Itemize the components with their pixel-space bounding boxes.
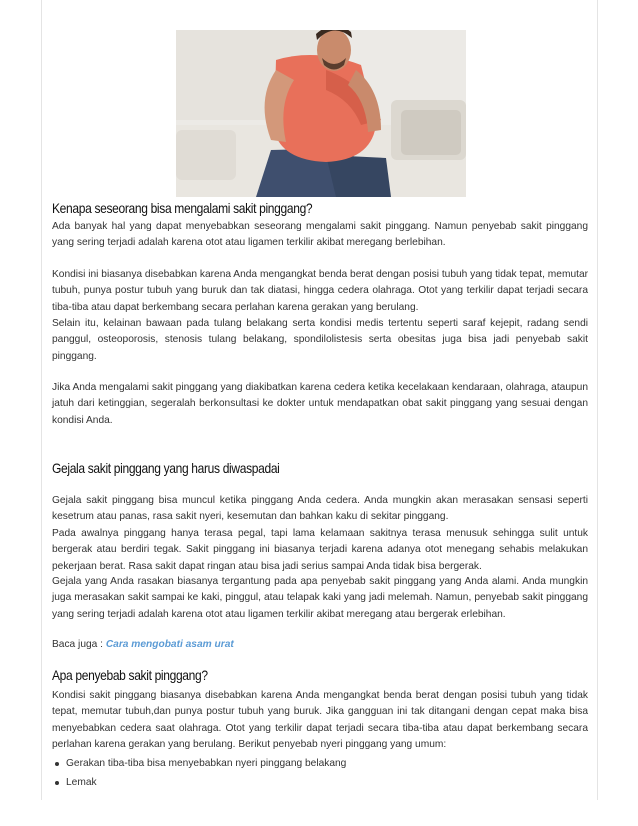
paragraph: Jika Anda mengalami sakit pinggang yang diakibatkan karena cedera ketika kecelakaan kendaraan, olahraga, ataupun jatuh dari ketinggian, segeralah berkonsultasi ke dokter untuk mendapatkan obat sakit pinggang yang sesuai dengan kondisi Anda. [52, 382, 588, 426]
paragraph: Gejala yang Anda rasakan biasanya tergantung pada apa penyebab sakit pinggang yang Anda alami. Anda mungkin juga merasakan sakit sampai ke kaki, pinggul, atau telapak kaki yang jadi melemah. Namun, penyebab sakit pinggang yang sering terjadi adalah karena otot atau ligamen terkilir akibat meregang atau bergerak erlebihan. [52, 576, 588, 620]
page-border-right [597, 0, 598, 800]
read-also-link[interactable]: Cara mengobati asam urat [105, 639, 234, 650]
paragraph: Kondisi sakit pinggang biasanya disebabkan karena Anda mengangkat benda berat dengan posisi tubuh yang tidak tepat, memutar tubuh,dan punya postur tubuh yang buruk. Jika gangguan ini tak ditangani dengan cepat maka bisa menyebabkan cedera saat olahraga. Otot yang terkilir dapat terjadi secara tiba-tiba atau dapat berkembang secara perlahan karena gerakan yang berulang. Berikut penyebab nyeri pinggang yang umum: [52, 690, 588, 750]
read-also [52, 639, 234, 650]
paragraph: Ada banyak hal yang dapat menyebabkan seseorang mengalami sakit pinggang. Namun penyebab sakit pinggang yang sering terjadi adalah karena otot atau ligamen terkilir akibat meregang berlebihan. [52, 221, 588, 249]
causes-list [52, 756, 346, 795]
list-item: Lemak [52, 775, 346, 791]
paragraph: Pada awalnya pinggang hanya terasa pegal, tapi lama kelamaan sakitnya terasa menusuk sehingga sulit untuk bergerak atau berdiri tegak. Sakit pinggang ini biasanya terjadi karena adanya otot menegang sehabis melakukan pekerjaan berat. Rasa sakit dapat ringan atau bisa jadi serius sampai Anda tidak bisa bergerak. [52, 528, 588, 572]
page-border-left [41, 0, 42, 800]
section-heading-symptoms: Gejala sakit pinggang yang harus diwaspadai [52, 460, 280, 476]
section-heading-why: Kenapa seseorang bisa mengalami sakit pinggang? [52, 200, 313, 216]
paragraph: Gejala sakit pinggang bisa muncul ketika pinggang Anda cedera. Anda mungkin akan merasakan sensasi seperti kesetrum atau panas, rasa sakit nyeri, kesemutan dan bahkan kaku di sekitar pinggang. [52, 495, 588, 523]
section-heading-causes: Apa penyebab sakit pinggang? [52, 667, 208, 683]
photo-illustration [176, 30, 466, 197]
list-item: Gerakan tiba-tiba bisa menyebabkan nyeri pinggang belakang [52, 756, 346, 772]
read-also-prefix: Baca juga : [52, 639, 106, 650]
paragraph: Kondisi ini biasanya disebabkan karena Anda mengangkat benda berat dengan posisi tubuh yang tidak tepat, memutar tubuh, punya postur tubuh yang buruk dan tak diatasi, hingga cedera olahraga. Otot yang terkilir dapat terjadi secara tiba-tiba atau dapat berkembang secara perlahan karena gerakan yang berulang. [52, 269, 588, 313]
man-back-pain-photo [176, 30, 466, 197]
paragraph: Selain itu, kelainan bawaan pada tulang belakang serta kondisi medis tertentu seperti saraf kejepit, radang sendi panggul, osteoporosis, stenosis tulang belakang, spondilolistesis serta obesitas juga bisa jadi penyebab sakit pinggang. [52, 318, 588, 362]
